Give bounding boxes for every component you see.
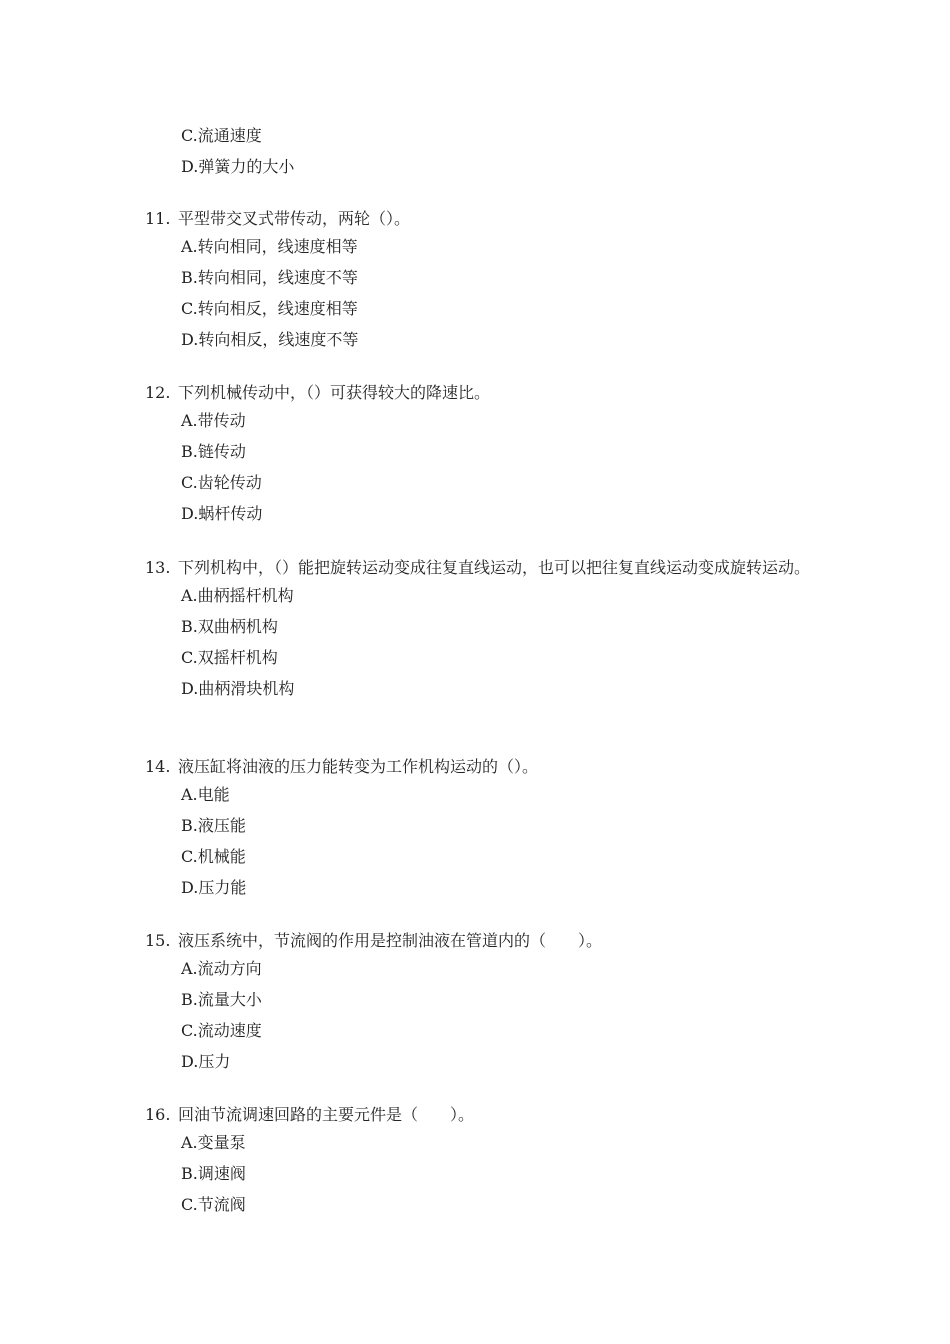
carryover-options (181, 126, 294, 188)
option-d: D.蜗杆传动 (181, 504, 263, 523)
question-number: 16. (145, 1105, 171, 1124)
option-c: C.流通速度 (181, 126, 262, 145)
option-c: C.双摇杆机构 (181, 648, 278, 667)
option-a: A.电能 (181, 785, 230, 804)
question-13 (145, 555, 815, 710)
question-16 (145, 1102, 815, 1226)
option-list (181, 237, 815, 350)
option-b: B.链传动 (181, 442, 246, 461)
question-number: 15. (145, 931, 171, 950)
option-list (181, 411, 815, 524)
option-c: C.节流阀 (181, 1195, 246, 1214)
question-stem (145, 206, 815, 231)
question-12 (145, 380, 815, 535)
option-c: C.转向相反，线速度相等 (181, 299, 358, 318)
question-stem (145, 380, 815, 405)
option-a: A.转向相同，线速度相等 (181, 237, 358, 256)
option-d: D.弹簧力的大小 (181, 157, 295, 176)
question-text: 回油节流调速回路的主要元件是（ ）。 (178, 1105, 475, 1124)
question-number: 14. (145, 757, 171, 776)
option-b: B.转向相同，线速度不等 (181, 268, 358, 287)
question-14 (145, 754, 815, 909)
question-number: 13. (145, 558, 171, 577)
question-11 (145, 206, 815, 361)
question-number: 12. (145, 383, 171, 402)
question-stem (145, 555, 815, 580)
option-a: A.流动方向 (181, 959, 262, 978)
option-d: D.压力 (181, 1052, 231, 1071)
option-d: D.压力能 (181, 878, 247, 897)
question-text: 平型带交叉式带传动，两轮（）。 (178, 209, 411, 228)
option-b: B.流量大小 (181, 990, 262, 1009)
option-c: C.齿轮传动 (181, 473, 262, 492)
option-list (181, 959, 815, 1072)
question-number: 11. (145, 209, 171, 228)
option-a: A.变量泵 (181, 1133, 246, 1152)
option-c: C.流动速度 (181, 1021, 262, 1040)
question-stem (145, 754, 815, 779)
question-text: 下列机构中，（）能把旋转运动变成往复直线运动，也可以把往复直线运动变成旋转运动。 (178, 558, 811, 577)
option-a: A.带传动 (181, 411, 246, 430)
question-15 (145, 928, 815, 1083)
option-list (181, 586, 815, 699)
option-d: D.曲柄滑块机构 (181, 679, 295, 698)
option-b: B.调速阀 (181, 1164, 246, 1183)
option-c: C.机械能 (181, 847, 246, 866)
question-text: 液压系统中，节流阀的作用是控制油液在管道内的（ ）。 (178, 931, 603, 950)
option-b: B.液压能 (181, 816, 246, 835)
option-a: A.曲柄摇杆机构 (181, 586, 294, 605)
option-list (181, 1133, 815, 1215)
option-list (181, 785, 815, 898)
question-stem (145, 1102, 815, 1127)
question-text: 下列机械传动中，（）可获得较大的降速比。 (178, 383, 491, 402)
question-stem (145, 928, 815, 953)
question-text: 液压缸将油液的压力能转变为工作机构运动的（）。 (178, 757, 539, 776)
option-b: B.双曲柄机构 (181, 617, 278, 636)
option-d: D.转向相反，线速度不等 (181, 330, 359, 349)
